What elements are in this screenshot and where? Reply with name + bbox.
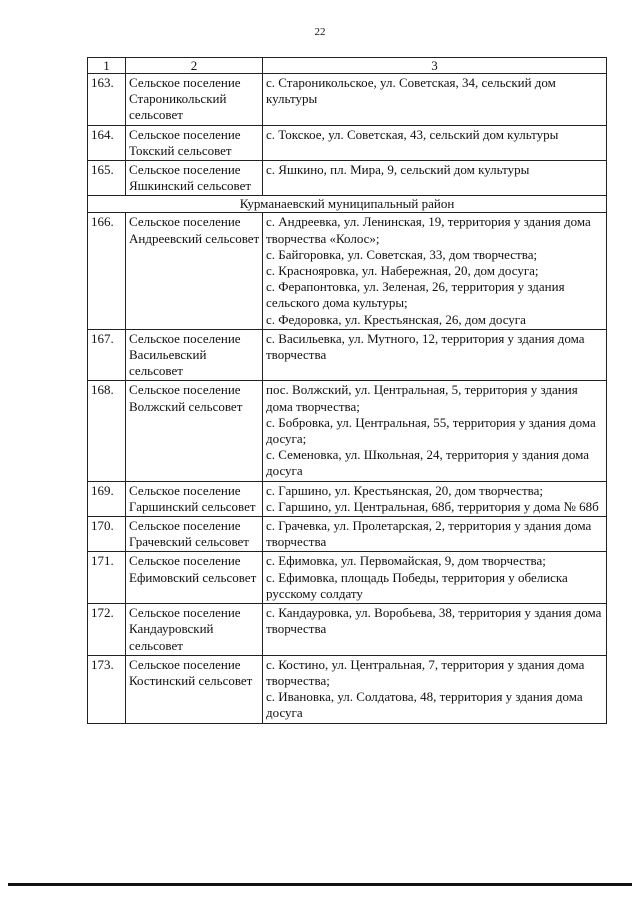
settlement-name: Сельское поселение Костинский сельсовет [126, 655, 263, 723]
location-cell [263, 481, 607, 516]
table-row [88, 552, 607, 604]
table-row [88, 381, 607, 481]
table-row [88, 161, 607, 196]
settlement-name: Сельское поселение Грачевский сельсовет [126, 517, 263, 552]
row-number: 165. [88, 161, 126, 196]
location-entry: с. Федоровка, ул. Крестьянская, 26, дом досуга [266, 311, 526, 327]
district-title: Курманаевский муниципальный район [88, 196, 607, 213]
location-cell [263, 213, 607, 329]
location-entry: с. Бобровка, ул. Центральная, 55, территория у здания дома досуга; [266, 414, 596, 447]
table-row [88, 213, 607, 329]
table-row [88, 517, 607, 552]
header-row [88, 58, 607, 74]
location-entry: с. Яшкино, пл. Мира, 9, сельский дом культуры [266, 162, 530, 178]
location-entry: с. Костино, ул. Центральная, 7, территория у здания дома творчества; [266, 656, 585, 688]
location-entry: с. Гаршино, ул. Крестьянская, 20, дом творчества; [266, 482, 543, 498]
header-col-1: 1 [88, 58, 126, 74]
location-entry: с. Ефимовка, площадь Победы, территория у обелиска русскому солдату [266, 569, 568, 601]
row-number: 167. [88, 329, 126, 381]
bottom-rule [8, 883, 632, 886]
table-row [88, 604, 607, 656]
settlement-name: Сельское поселение Андреевский сельсовет [126, 213, 263, 329]
table-row [88, 74, 607, 126]
settlement-name: Сельское поселение Токский сельсовет [126, 125, 263, 160]
location-entry: с. Староникольское, ул. Советская, 34, сельский дом культуры [266, 75, 556, 107]
header-col-2: 2 [126, 58, 263, 74]
location-cell [263, 161, 607, 196]
header-col-3: 3 [263, 58, 607, 74]
row-number: 173. [88, 655, 126, 723]
location-cell [263, 74, 607, 126]
row-number: 172. [88, 604, 126, 656]
location-entry: с. Семеновка, ул. Школьная, 24, территория у здания дома досуга [266, 447, 590, 479]
location-entry: с. Краснояровка, ул. Набережная, 20, дом досуга; [266, 263, 539, 279]
location-entry: с. Байгоровка, ул. Советская, 33, дом творчества; [266, 246, 538, 262]
table-row [88, 481, 607, 516]
row-number: 164. [88, 125, 126, 160]
table-row [88, 125, 607, 160]
settlement-name: Сельское поселение Кандауровский сельсовет [126, 604, 263, 656]
settlement-name: Сельское поселение Гаршинский сельсовет [126, 481, 263, 516]
page-number: 22 [314, 26, 326, 38]
row-number: 166. [88, 213, 126, 329]
row-number: 171. [88, 552, 126, 604]
location-cell [263, 604, 607, 656]
location-entry: с. Ефимовка, ул. Первомайская, 9, дом творчества; [266, 553, 546, 569]
location-entry: с. Токское, ул. Советская, 43, сельский дом культуры [266, 126, 559, 142]
settlement-name: Сельское поселение Волжский сельсовет [126, 381, 263, 481]
table-row [88, 655, 607, 723]
row-number: 168. [88, 381, 126, 481]
location-entry: с. Гаршино, ул. Центральная, 68б, территория у дома № 68б [266, 498, 599, 514]
settlement-name: Сельское поселение Васильевский сельсовет [126, 329, 263, 381]
row-number: 169. [88, 481, 126, 516]
location-cell [263, 329, 607, 381]
location-entry: с. Васильевка, ул. Мутного, 12, территория у здания дома творчества [266, 330, 585, 363]
location-entry: с. Ферапонтовка, ул. Зеленая, 26, территория у здания сельского дома культуры; [266, 279, 565, 311]
row-number: 163. [88, 74, 126, 126]
location-entry: с. Кандауровка, ул. Воробьева, 38, территория у здания дома творчества [266, 605, 602, 637]
district-row [88, 196, 607, 213]
location-cell [263, 517, 607, 552]
location-cell [263, 381, 607, 481]
table-row [88, 329, 607, 381]
row-number: 170. [88, 517, 126, 552]
location-entry: с. Ивановка, ул. Солдатова, 48, территория у здания дома досуга [266, 689, 583, 721]
settlement-name: Сельское поселение Ефимовский сельсовет [126, 552, 263, 604]
location-cell [263, 552, 607, 604]
settlement-name: Сельское поселение Староникольский сельсовет [126, 74, 263, 126]
polling-locations-table [87, 57, 607, 724]
location-entry: с. Андреевка, ул. Ленинская, 19, территория у здания дома творчества «Колос»; [266, 214, 591, 246]
location-cell [263, 655, 607, 723]
location-entry: пос. Волжский, ул. Центральная, 5, территория у здания дома творчества; [266, 382, 578, 414]
location-cell [263, 125, 607, 160]
settlement-name: Сельское поселение Яшкинский сельсовет [126, 161, 263, 196]
location-entry: с. Грачевка, ул. Пролетарская, 2, территория у здания дома творчества [266, 518, 592, 550]
